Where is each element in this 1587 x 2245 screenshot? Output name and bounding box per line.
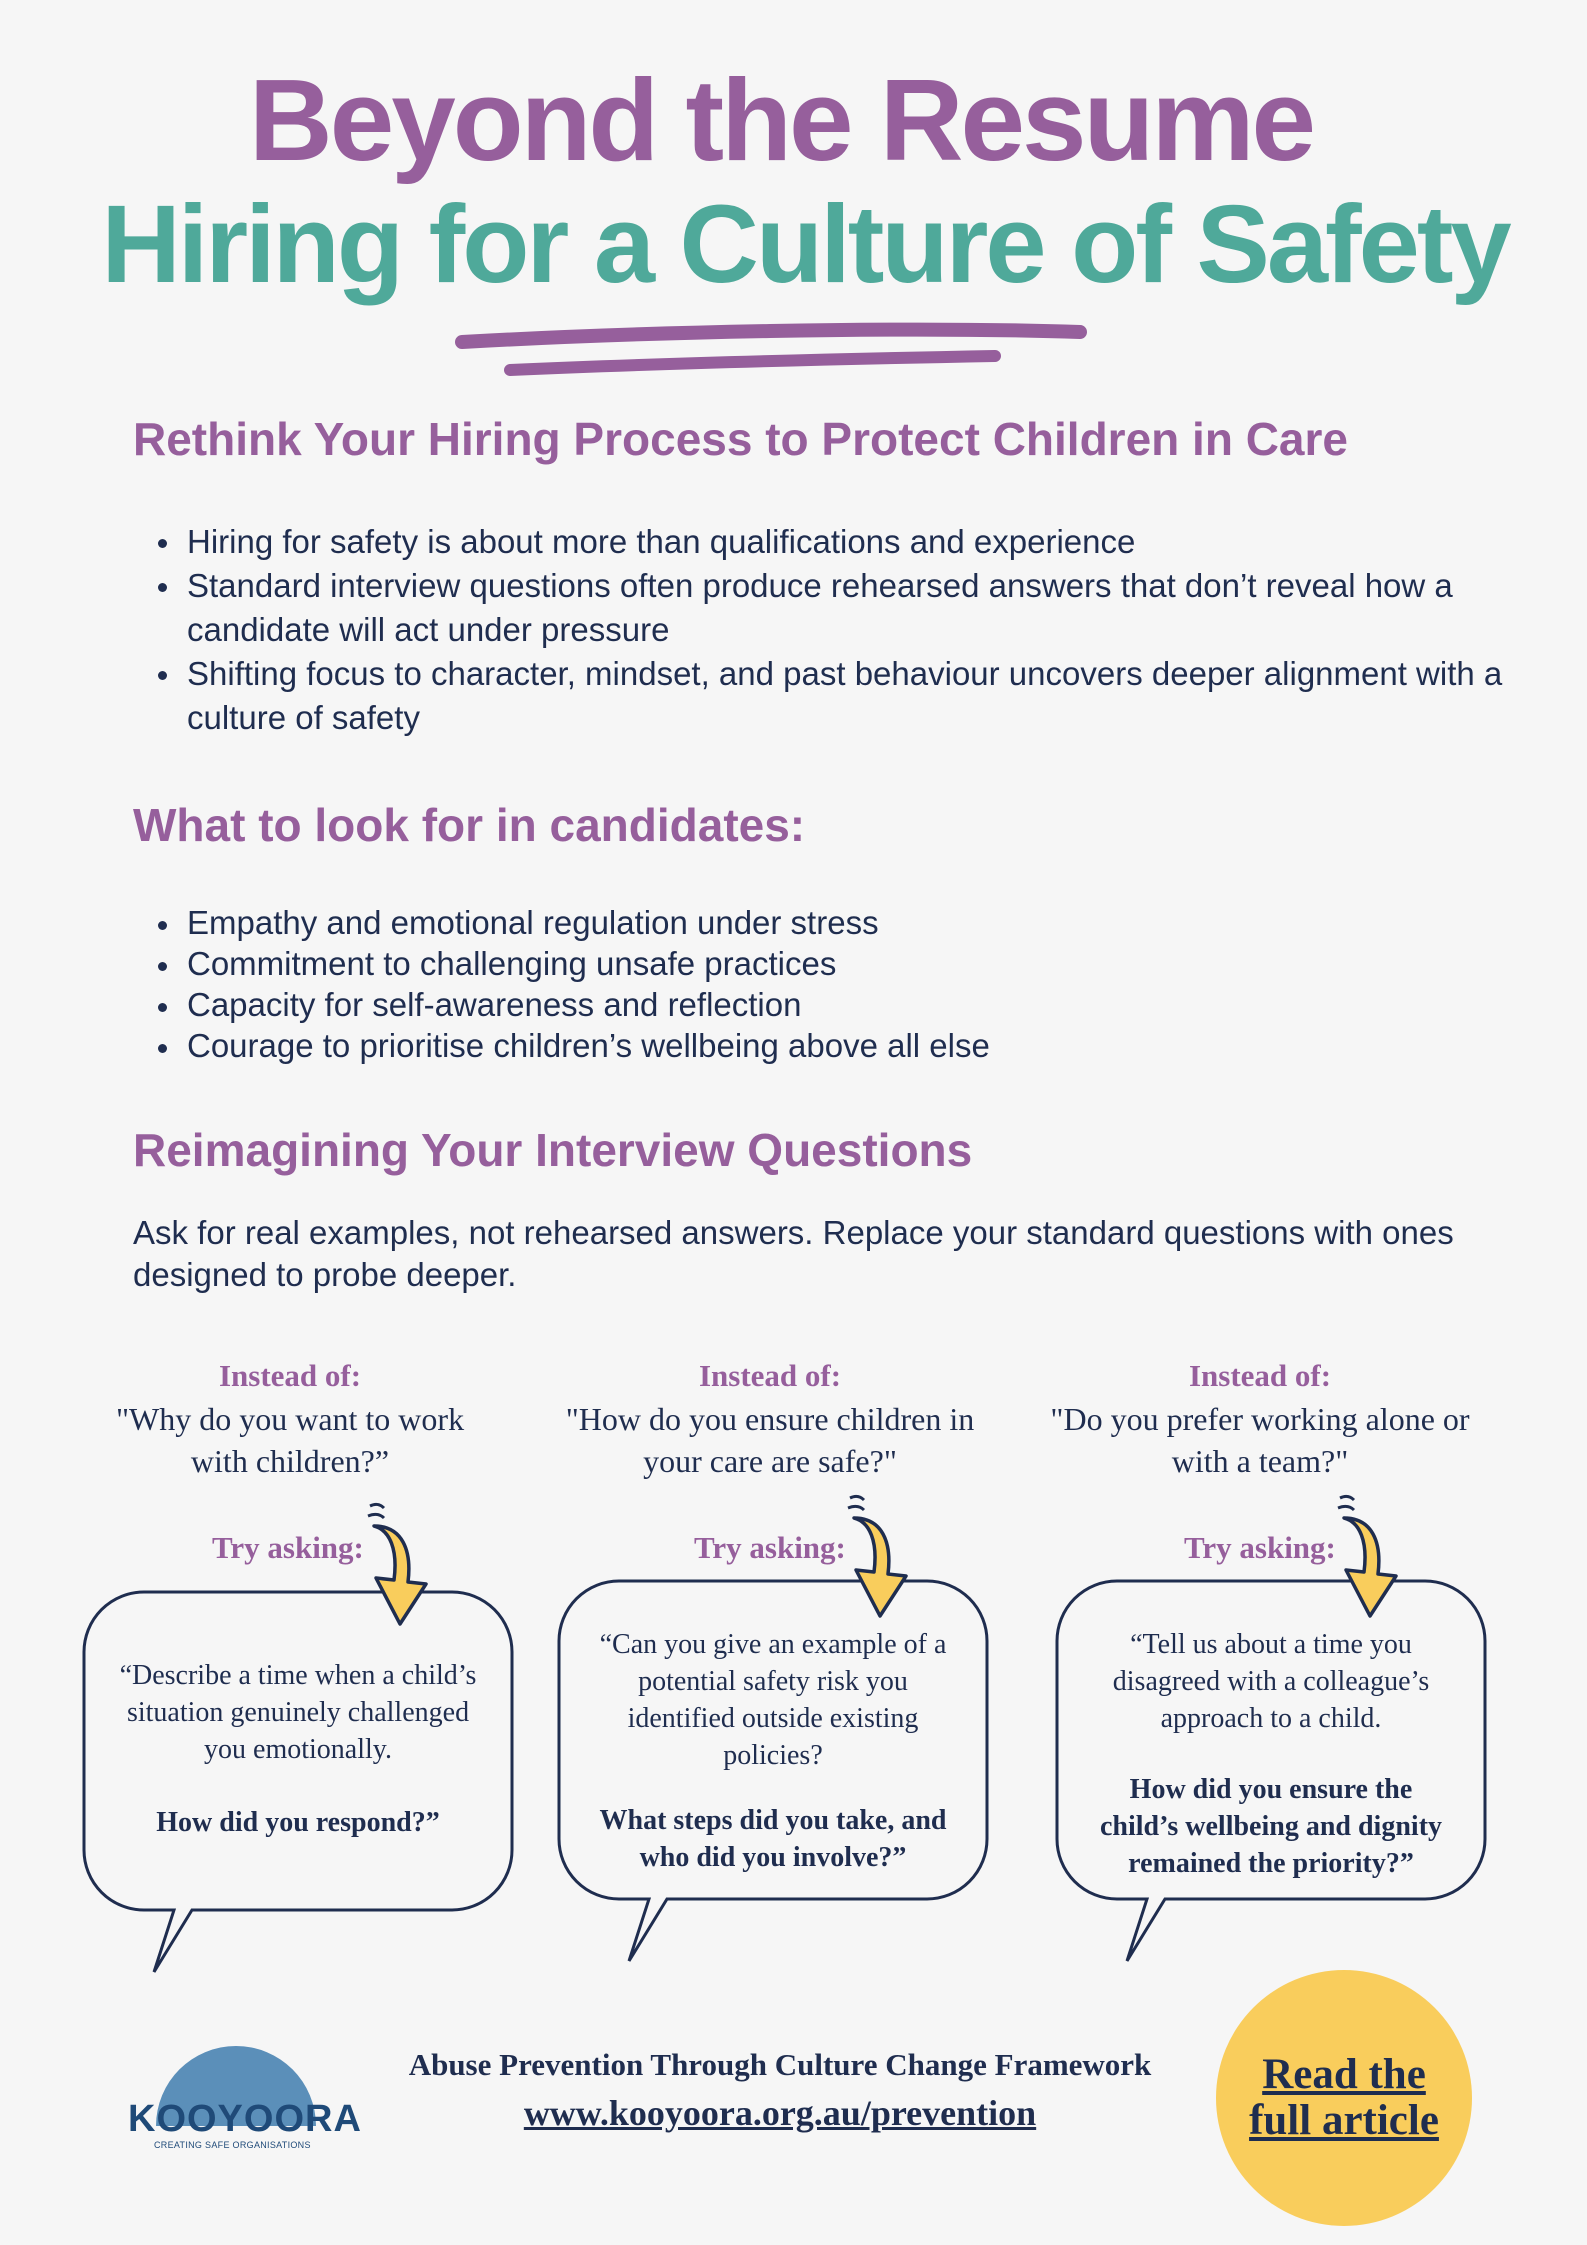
follow-up-question: What steps did you take, and who did you involve?” [599,1805,947,1873]
new-question: “Describe a time when a child’s situation genuinely challenged you emotionally. [119,1660,477,1765]
kooyoora-logo[interactable] [120,2046,360,2156]
arrow-down-icon [1330,1492,1410,1626]
try-asking-label: Try asking: [694,1530,846,1565]
follow-up-question: How did you respond?” [156,1807,440,1838]
underline-swoosh [440,318,1100,386]
read-article-label: Read the full article [1249,2051,1439,2144]
section-heading-rethink: Rethink Your Hiring Process to Protect Children in Care [133,413,1348,465]
list-item: Shifting focus to character, mindset, and past behaviour uncovers deeper alignment with a culture of safety [187,652,1527,740]
list-item: Standard interview questions often produce rehearsed answers that don’t reveal how a candidate will act under pressure [187,564,1527,652]
read-article-button[interactable] [1216,1970,1472,2226]
new-question: “Tell us about a time you disagreed with a colleague’s approach to a child. [1112,1629,1430,1734]
try-asking-label: Try asking: [212,1530,364,1565]
bubble-text-3 [1090,1626,1452,1882]
old-question: "How do you ensure children in your care are safe?" [565,1401,975,1479]
bubble-text-2 [582,1626,964,1876]
bubble-text-1 [112,1657,484,1841]
logo-name: KOOYOORA [128,2098,362,2140]
new-question: “Can you give an example of a potential safety risk you identified outside existing policies? [599,1629,947,1771]
try-asking-label: Try asking: [1184,1530,1336,1565]
list-item: Empathy and emotional regulation under stress [187,902,1527,943]
logo-tagline: CREATING SAFE ORGANISATIONS [154,2140,311,2150]
page-title: Beyond the Resume [248,55,1314,185]
list-item: Hiring for safety is about more than qualifications and experience [187,520,1527,564]
rethink-bullet-list [133,520,1527,740]
comparison-card-2 [540,1358,1000,1482]
footer-url-link[interactable]: www.kooyoora.org.au/prevention [523,2093,1037,2133]
list-item: Capacity for self-awareness and reflection [187,984,1527,1025]
candidates-bullet-list [133,902,1527,1066]
framework-title: Abuse Prevention Through Culture Change Framework [408,2047,1152,2082]
follow-up-question: How did you ensure the child’s wellbeing and dignity remained the priority?” [1099,1774,1443,1879]
arrow-down-icon [840,1492,920,1626]
old-question: "Do you prefer working alone or with a team?" [1050,1401,1470,1479]
questions-intro: Ask for real examples, not rehearsed answers. Replace your standard questions with ones designed to probe deeper. [133,1214,1454,1293]
old-question: "Why do you want to work with children?” [115,1401,465,1479]
list-item: Commitment to challenging unsafe practices [187,943,1527,984]
instead-of-label: Instead of: [218,1358,362,1393]
instead-of-label: Instead of: [1188,1358,1332,1393]
page-subtitle: Hiring for a Culture of Safety [101,183,1509,306]
section-heading-candidates: What to look for in candidates: [133,799,806,851]
list-item: Courage to prioritise children’s wellbeing above all else [187,1025,1527,1066]
comparison-card-1 [60,1358,520,1482]
arrow-down-icon [360,1500,440,1634]
instead-of-label: Instead of: [698,1358,842,1393]
section-heading-questions: Reimagining Your Interview Questions [133,1124,973,1176]
comparison-card-3 [1030,1358,1490,1482]
